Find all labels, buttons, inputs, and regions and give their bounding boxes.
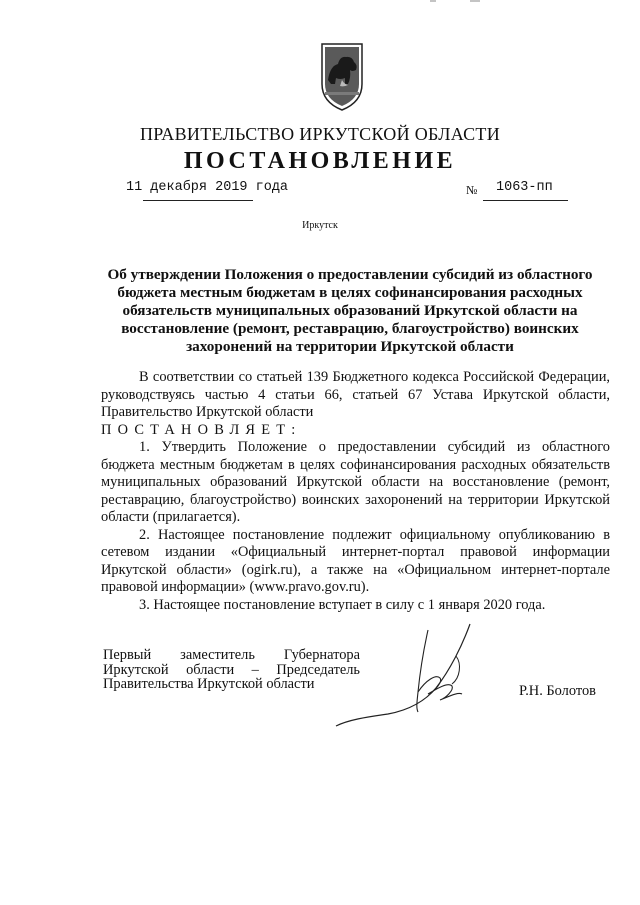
- intro-paragraph: В соответствии со статьей 139 Бюджетного кодекса Российской Федерации, руководствуясь частью 4 статьи 66, статьей 67 Устава Иркутской области, Правительство Иркутской области: [101, 369, 610, 420]
- authority-name: ПРАВИТЕЛЬСТВО ИРКУТСКОЙ ОБЛАСТИ: [139, 124, 501, 144]
- document-heading: [100, 266, 600, 356]
- signer-position-line: Первый заместитель Губернатора: [103, 647, 360, 663]
- signer-position-line: Правительства Иркутской области: [103, 676, 315, 692]
- number-sign: №: [466, 183, 478, 197]
- heading-line: захоронений на территории Иркутской области: [186, 338, 514, 355]
- item-3-paragraph: 3. Настоящее постановление вступает в силу с 1 января 2020 года.: [139, 596, 546, 613]
- heading-line: обязательств муниципальных образований Иркутской области на: [122, 302, 578, 319]
- document-number: 1063-пп: [496, 180, 553, 195]
- heading-line: бюджета местным бюджетам в целях софинансирования расходных: [117, 284, 583, 301]
- decree-word: ПОСТАНОВЛЯЕТ:: [101, 421, 302, 438]
- signer-position-line: Иркутской области – Председатель: [103, 661, 360, 678]
- heading-line: Об утверждении Положения о предоставлении субсидий из областного: [107, 266, 593, 283]
- item-1-paragraph: 1. Утвердить Положение о предоставлении субсидий из областного бюджета местным бюджетам в целях софинансирования расходных обязательств муниципальных образований Иркутской области на восстановление (ремонт, реставрацию, благоустройство) воинских захоронений на территории Иркутской области (прилагается).: [101, 439, 610, 525]
- city-name: Иркутск: [302, 220, 338, 231]
- number-underline: [483, 200, 568, 201]
- document-date: 11 декабря 2019 года: [126, 180, 289, 195]
- date-underline: [143, 200, 253, 201]
- document-type: ПОСТАНОВЛЕНИЕ: [183, 148, 457, 174]
- coat-of-arms-icon: [318, 40, 366, 112]
- scan-mark: [430, 0, 480, 4]
- handwritten-signature: [322, 618, 492, 728]
- document-body: [101, 369, 610, 614]
- signer-name: Р.Н. Болотов: [519, 683, 596, 699]
- item-2-paragraph: 2. Настоящее постановление подлежит официальному опубликованию в сетевом издании «Официальный интернет-портал правовой информации Иркутской области» (ogirk.ru), а также на «Официальном интернет-портале правовой информации» (www.pravo.gov.ru).: [101, 526, 610, 595]
- heading-line: восстановление (ремонт, реставрацию, благоустройство) воинских: [121, 320, 579, 337]
